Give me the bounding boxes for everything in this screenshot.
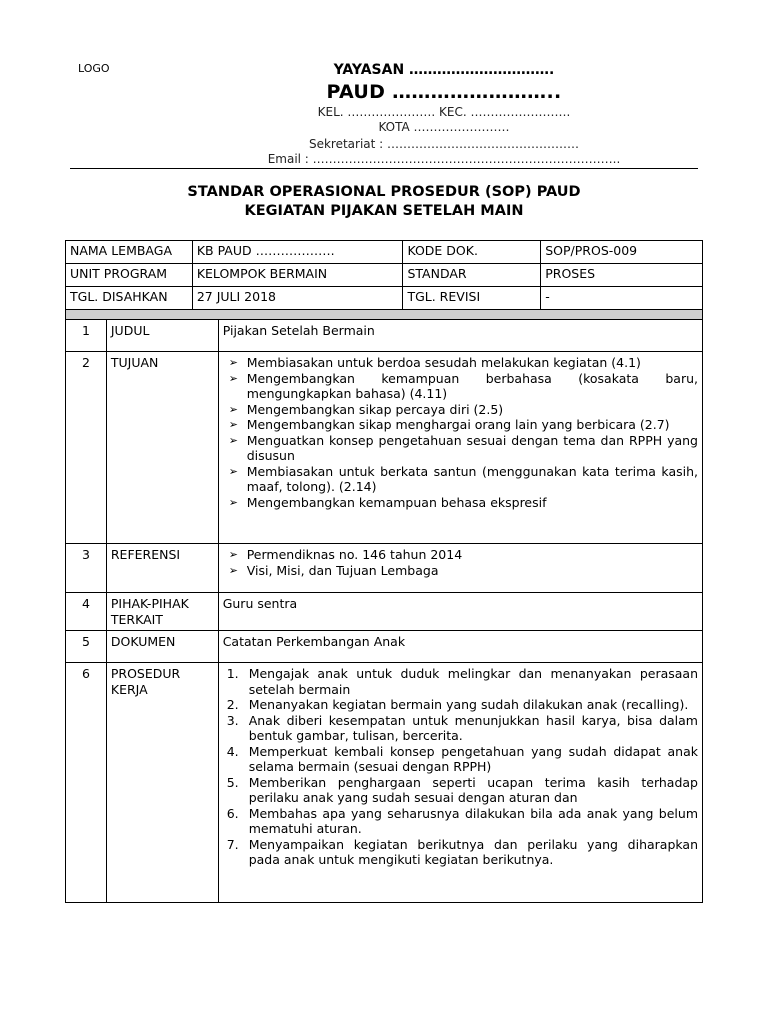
info-value: 27 JULI 2018 bbox=[192, 287, 403, 310]
arrow-bullet-icon: ➢ bbox=[228, 464, 238, 478]
list-item: 6. Membahas apa yang seharusnya dilakukan bila ada anak yang belum mematuhi aturan. bbox=[226, 805, 698, 836]
list-item: 3. Anak diberi kesempatan untuk menunjukkan hasil karya, bisa dalam bentuk gambar, tulisan, bercerita. bbox=[226, 712, 698, 743]
section-number: 5 bbox=[66, 631, 107, 663]
list-item: ➢ Menguatkan konsep pengetahuan sesuai dengan tema dan RPPH yang disusun bbox=[228, 432, 698, 463]
list-item: 2. Menanyakan kegiatan bermain yang sudah dilakukan anak (recalling). bbox=[226, 697, 689, 712]
paud-name: PAUD …………………….. bbox=[326, 81, 562, 103]
info-value: KELOMPOK BERMAIN bbox=[192, 264, 403, 287]
arrow-bullet-icon: ➢ bbox=[228, 495, 238, 509]
arrow-bullet-icon: ➢ bbox=[228, 563, 238, 577]
list-item: 7. Menyampaikan kegiatan berikutnya dan perilaku yang diharapkan pada anak untuk mengikuti kegiatan berikutnya. bbox=[226, 836, 698, 867]
kelurahan-kecamatan-line: KEL. …………………. KEC. ……………………. bbox=[317, 105, 571, 119]
section-label: REFERENSI bbox=[106, 544, 218, 593]
section-value: Pijakan Setelah Bermain bbox=[218, 320, 702, 352]
section-number: 1 bbox=[66, 320, 107, 352]
section-row-tujuan bbox=[66, 352, 703, 544]
info-value: PROSES bbox=[541, 264, 703, 287]
section-value: Guru sentra bbox=[218, 593, 702, 631]
header-divider bbox=[70, 168, 698, 169]
info-label: NAMA LEMBAGA bbox=[66, 241, 193, 264]
arrow-bullet-icon: ➢ bbox=[228, 371, 238, 385]
list-item: 4. Memperkuat kembali konsep pengetahuan yang sudah didapat anak selama bermain (sesuai dengan RPPH) bbox=[226, 743, 698, 774]
section-value bbox=[218, 663, 702, 903]
document-title: STANDAR OPERASIONAL PROSEDUR (SOP) PAUD bbox=[187, 184, 581, 200]
prosedur-list bbox=[223, 666, 698, 868]
arrow-bullet-icon: ➢ bbox=[228, 433, 238, 447]
arrow-bullet-icon: ➢ bbox=[228, 356, 238, 369]
section-label: TUJUAN bbox=[106, 352, 218, 544]
list-item: 5. Memberikan penghargaan seperti ucapan terima kasih terhadap perilaku anak yang sudah sesuai dengan aturan dan bbox=[226, 774, 698, 805]
kota-line: KOTA …………………… bbox=[378, 120, 510, 134]
section-number: 6 bbox=[66, 663, 107, 903]
list-item: 1. Mengajak anak untuk duduk melingkar dan menanyakan perasaan setelah bermain bbox=[226, 666, 698, 697]
info-label: TGL. DISAHKAN bbox=[66, 287, 193, 310]
info-label: KODE DOK. bbox=[403, 241, 541, 264]
section-label: JUDUL bbox=[106, 320, 218, 352]
info-label: UNIT PROGRAM bbox=[66, 264, 193, 287]
section-label: PIHAK-PIHAK TERKAIT bbox=[106, 593, 218, 631]
section-row-pihak bbox=[66, 593, 703, 631]
referensi-list bbox=[223, 547, 698, 578]
arrow-bullet-icon: ➢ bbox=[228, 402, 238, 416]
section-value bbox=[218, 544, 702, 593]
section-row-dokumen bbox=[66, 631, 703, 663]
list-item: ➢ Mengembangkan sikap menghargai orang lain yang berbicara (2.7) bbox=[228, 417, 670, 432]
tujuan-list bbox=[223, 355, 698, 510]
yayasan-line: YAYASAN …………………………. bbox=[333, 62, 555, 78]
email-line: Email : ………………………………………………………………….. bbox=[267, 152, 621, 166]
sekretariat-line: Sekretariat : ………………………………………… bbox=[308, 137, 580, 151]
info-label: TGL. REVISI bbox=[403, 287, 541, 310]
section-value bbox=[218, 352, 702, 544]
document-subtitle: KEGIATAN PIJAKAN SETELAH MAIN bbox=[244, 203, 524, 219]
info-value: SOP/PROS-009 bbox=[541, 241, 703, 264]
info-table bbox=[65, 240, 703, 320]
section-row-referensi bbox=[66, 544, 703, 593]
list-item: ➢ Visi, Misi, dan Tujuan Lembaga bbox=[228, 562, 439, 578]
section-label: DOKUMEN bbox=[106, 631, 218, 663]
section-number: 2 bbox=[66, 352, 107, 544]
arrow-bullet-icon: ➢ bbox=[228, 418, 238, 431]
section-number: 4 bbox=[66, 593, 107, 631]
info-row bbox=[66, 287, 703, 310]
section-row-judul bbox=[66, 320, 703, 352]
info-label: STANDAR bbox=[403, 264, 541, 287]
list-item: ➢ Mengembangkan kemampuan berbahasa (kosakata baru, mengungkapkan bahasa) (4.11) bbox=[228, 370, 698, 401]
section-label: PROSEDUR KERJA bbox=[106, 663, 218, 903]
info-row bbox=[66, 264, 703, 287]
list-item: ➢ Membiasakan untuk berdoa sesudah melakukan kegiatan (4.1) bbox=[228, 355, 641, 370]
logo-placeholder: LOGO bbox=[78, 62, 110, 75]
section-value: Catatan Perkembangan Anak bbox=[218, 631, 702, 663]
info-value: KB PAUD ………………. bbox=[192, 241, 403, 264]
info-value: - bbox=[541, 287, 703, 310]
spacer-row bbox=[66, 310, 703, 320]
sop-table bbox=[65, 319, 703, 903]
list-item: ➢ Mengembangkan kemampuan behasa ekspresif bbox=[228, 494, 547, 510]
list-item: ➢ Membiasakan untuk berkata santun (menggunakan kata terima kasih, maaf, tolong). (2.14) bbox=[228, 463, 698, 494]
section-number: 3 bbox=[66, 544, 107, 593]
section-row-prosedur bbox=[66, 663, 703, 903]
arrow-bullet-icon: ➢ bbox=[228, 548, 238, 561]
info-row bbox=[66, 241, 703, 264]
list-item: ➢ Permendiknas no. 146 tahun 2014 bbox=[228, 547, 463, 562]
list-item: ➢ Mengembangkan sikap percaya diri (2.5) bbox=[228, 401, 504, 417]
